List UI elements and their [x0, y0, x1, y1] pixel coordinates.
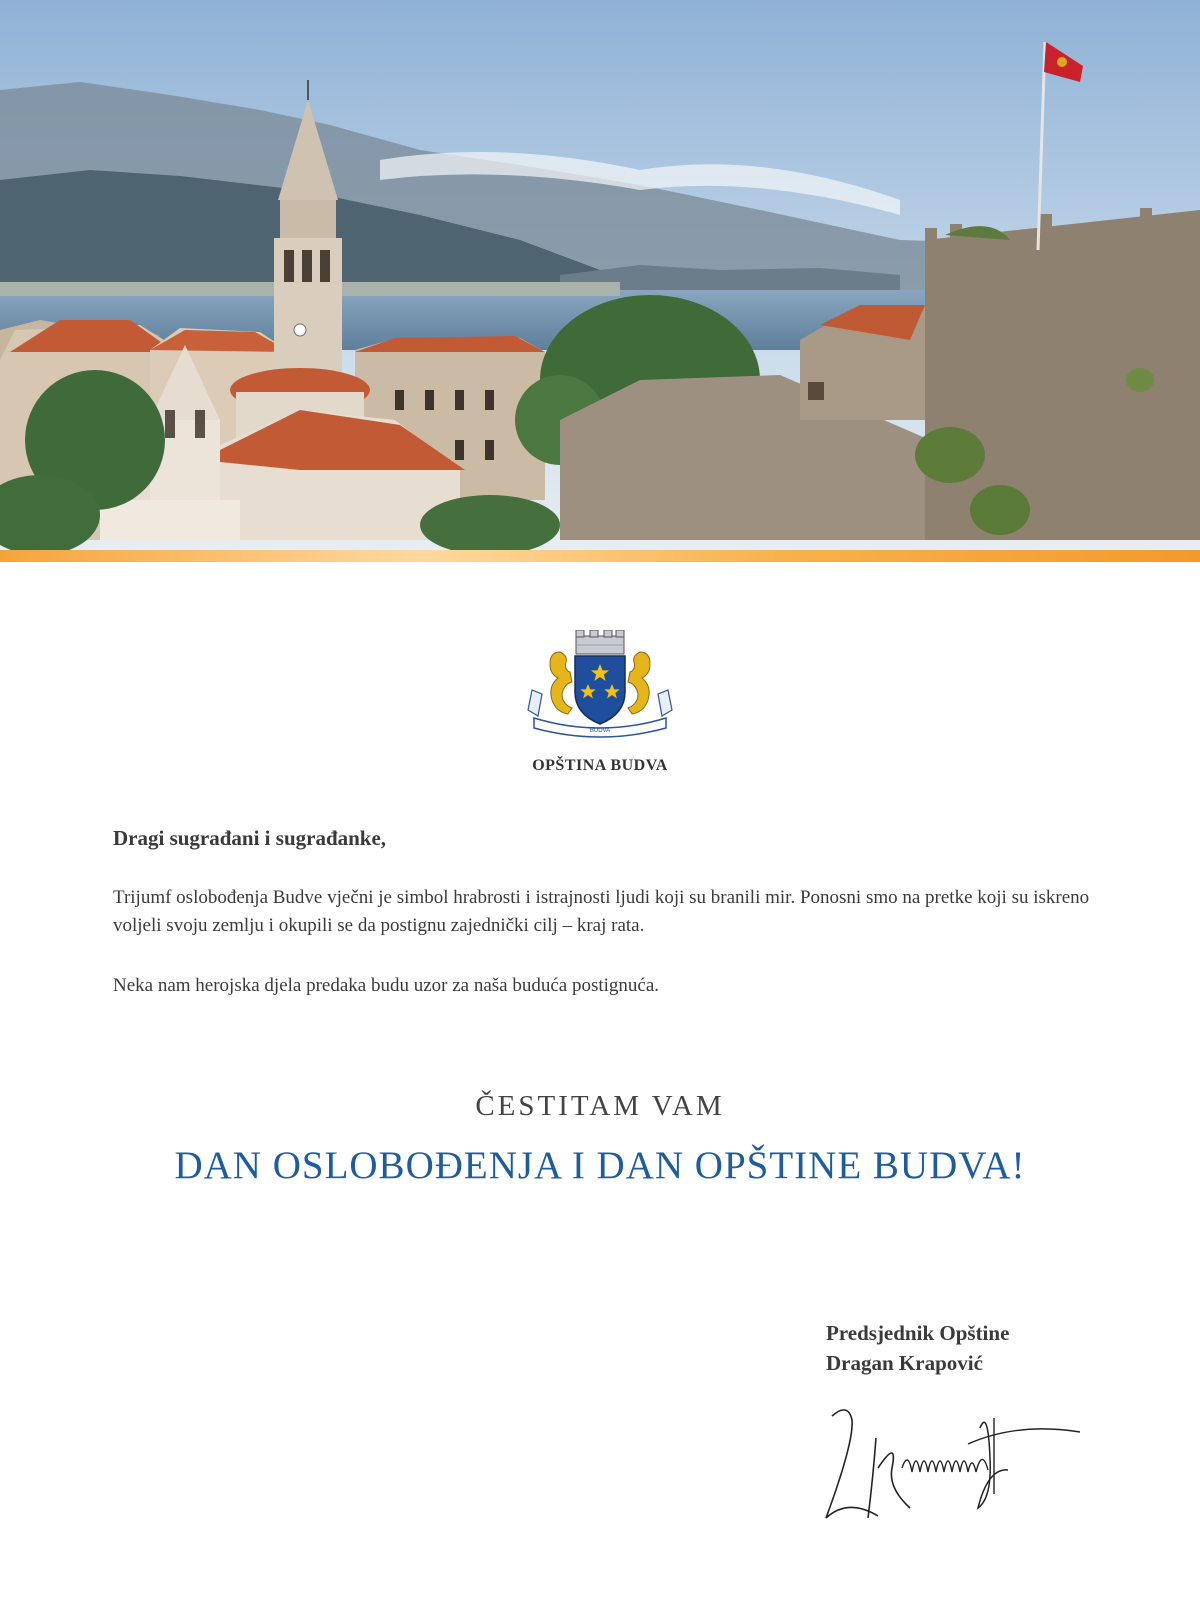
signatory-name: Dragan Krapović [826, 1351, 983, 1375]
congrats-heading: ČESTITAM VAM [475, 1090, 725, 1122]
hero-photo [0, 0, 1200, 562]
letter-paragraph-2: Neka nam herojska djela predaka budu uzor za naša buduća postignuća. [113, 975, 660, 996]
organization-name: OPŠTINA BUDVA [532, 757, 668, 774]
signatory-title: Predsjednik Opštine [826, 1321, 1010, 1345]
congrats-subheading: DAN OSLOBOĐENJA I DAN OPŠTINE BUDVA! [174, 1144, 1026, 1187]
letter-greeting: Dragi sugrađani i sugrađanke, [113, 826, 387, 850]
budva-coat-of-arms-icon [520, 630, 680, 745]
letter-paragraph-1: Trijumf oslobođenja Budve vječni je simbol hrabrosti i istrajnosti ljudi koji su branili mir. Ponosni smo na pretke koji su iskreno voljeli svoju zemlju i okupili se da postignu zajednički cilj – kraj rata. [113, 887, 1090, 936]
gold-divider-bar [0, 550, 1200, 562]
handwritten-signature-icon [818, 1398, 1088, 1538]
crest-ribbon-text: BUDVA [589, 728, 611, 734]
